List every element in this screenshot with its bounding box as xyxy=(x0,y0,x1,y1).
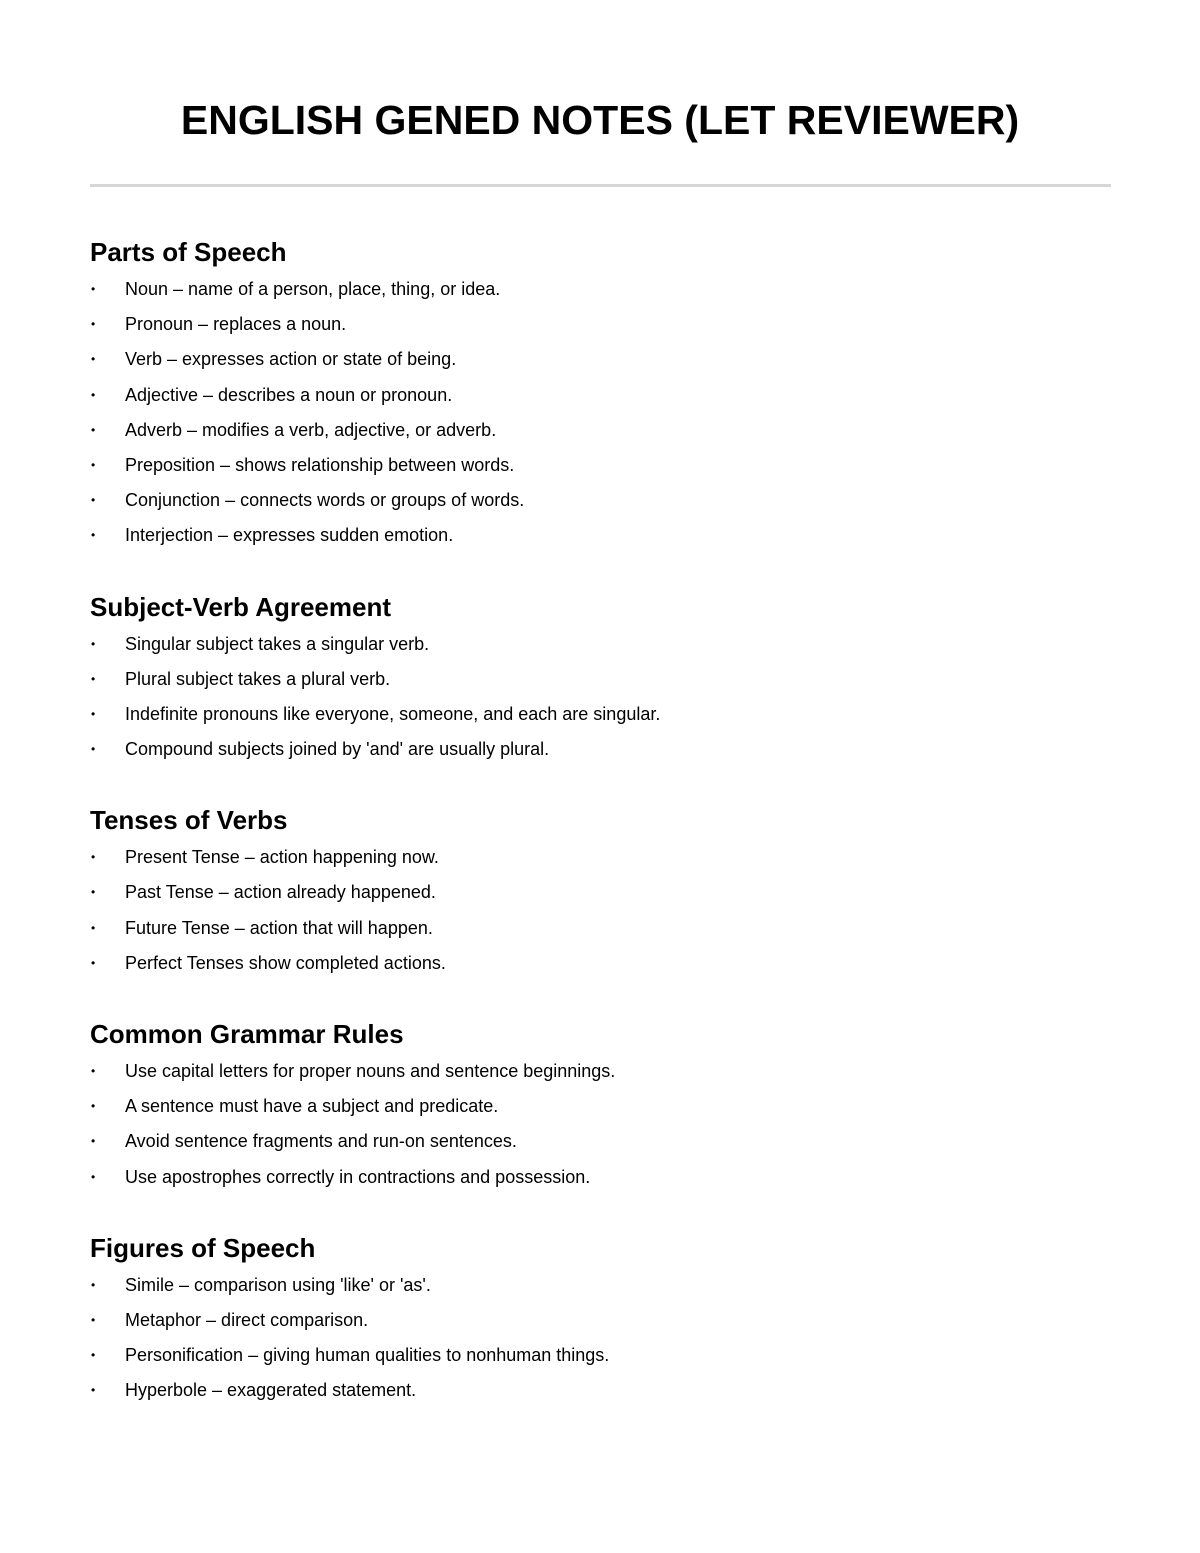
bullet-icon: • xyxy=(91,422,96,437)
bullet-icon: • xyxy=(91,1383,96,1398)
list-item xyxy=(90,1268,1110,1303)
section-common-grammar-rules xyxy=(90,1015,1110,1195)
list-item xyxy=(90,1373,1110,1408)
section-heading: Figures of Speech xyxy=(90,1232,316,1263)
bullet-icon: • xyxy=(91,671,96,686)
list-item-text: Pronoun – replaces a noun. xyxy=(125,314,347,335)
bullet-list xyxy=(90,840,1110,981)
list-item-text: Simile – comparison using 'like' or 'as'. xyxy=(125,1274,431,1295)
list-item-text: Avoid sentence fragments and run-on sentences. xyxy=(125,1131,517,1152)
list-item-text: Adjective – describes a noun or pronoun. xyxy=(125,384,453,405)
document-title: ENGLISH GENED NOTES (LET REVIEWER) xyxy=(180,97,1020,143)
list-item-text: Interjection – expresses sudden emotion. xyxy=(125,525,454,546)
list-item-text: Preposition – shows relationship between words. xyxy=(125,454,515,475)
section-parts-of-speech xyxy=(90,233,1110,554)
list-item xyxy=(90,413,1110,448)
bullet-icon: • xyxy=(91,1134,96,1149)
list-item xyxy=(90,946,1110,981)
list-item-text: Use capital letters for proper nouns and sentence beginnings. xyxy=(125,1061,616,1081)
bullet-icon: • xyxy=(91,1348,96,1363)
list-item-text: Indefinite pronouns like everyone, someone, and each are singular. xyxy=(125,703,661,724)
bullet-list xyxy=(90,627,1110,768)
section-figures-of-speech xyxy=(90,1229,1110,1409)
bullet-icon: • xyxy=(91,1064,96,1078)
bullet-icon: • xyxy=(91,920,96,935)
list-item xyxy=(90,483,1110,518)
bullet-icon: • xyxy=(91,1169,96,1184)
list-item xyxy=(90,307,1110,342)
list-item xyxy=(90,627,1110,662)
list-item-text: Plural subject takes a plural verb. xyxy=(125,668,391,689)
list-item xyxy=(90,1160,1110,1195)
list-item xyxy=(90,911,1110,946)
list-item-text: Future Tense – action that will happen. xyxy=(125,917,433,938)
bullet-icon: • xyxy=(91,636,96,651)
list-item xyxy=(90,662,1110,697)
bullet-icon: • xyxy=(91,1099,96,1114)
bullet-icon: • xyxy=(91,742,96,757)
list-item-text: Adverb – modifies a verb, adjective, or adverb. xyxy=(125,419,497,440)
bullet-list xyxy=(90,272,1110,554)
bullet-icon: • xyxy=(91,352,96,367)
bullet-icon: • xyxy=(91,457,96,472)
list-item-text: Present Tense – action happening now. xyxy=(125,847,439,868)
list-item-text: Compound subjects joined by 'and' are usually plural. xyxy=(125,739,550,760)
section-tenses-of-verbs xyxy=(90,801,1110,981)
bullet-list xyxy=(90,1054,1110,1195)
section-heading: Tenses of Verbs xyxy=(90,805,288,836)
bullet-icon: • xyxy=(91,387,96,402)
bullet-icon: • xyxy=(91,317,96,332)
list-item-text: Noun – name of a person, place, thing, or idea. xyxy=(125,279,501,299)
bullet-icon: • xyxy=(91,955,96,970)
list-item-text: Metaphor – direct comparison. xyxy=(125,1309,369,1330)
title-divider xyxy=(90,184,1111,187)
list-item-text: Conjunction – connects words or groups of words. xyxy=(125,490,525,511)
section-heading: Subject-Verb Agreement xyxy=(90,591,392,622)
list-item xyxy=(90,272,1110,307)
list-item-text: A sentence must have a subject and predicate. xyxy=(125,1096,499,1117)
bullet-icon: • xyxy=(91,493,96,508)
list-item xyxy=(90,518,1110,553)
list-item-text: Perfect Tenses show completed actions. xyxy=(125,952,446,973)
list-item xyxy=(90,875,1110,910)
bullet-icon: • xyxy=(91,282,96,296)
list-item xyxy=(90,1124,1110,1159)
bullet-icon: • xyxy=(91,1277,96,1292)
list-item xyxy=(90,1303,1110,1338)
list-item xyxy=(90,1089,1110,1124)
list-item-text: Personification – giving human qualities to nonhuman things. xyxy=(125,1345,610,1366)
list-item-text: Past Tense – action already happened. xyxy=(125,882,436,903)
bullet-icon: • xyxy=(91,1312,96,1327)
list-item xyxy=(90,1338,1110,1373)
list-item xyxy=(90,732,1110,767)
list-item xyxy=(90,697,1110,732)
sections-container xyxy=(90,233,1110,1443)
bullet-list xyxy=(90,1268,1110,1409)
list-item xyxy=(90,448,1110,483)
list-item-text: Hyperbole – exaggerated statement. xyxy=(125,1380,417,1401)
list-item-text: Verb – expresses action or state of being. xyxy=(125,349,457,370)
list-item-text: Singular subject takes a singular verb. xyxy=(125,633,430,654)
list-item-text: Use apostrophes correctly in contractions and possession. xyxy=(125,1166,591,1187)
list-item xyxy=(90,378,1110,413)
section-heading: Parts of Speech xyxy=(90,237,287,267)
list-item xyxy=(90,342,1110,377)
list-item xyxy=(90,840,1110,875)
bullet-icon: • xyxy=(91,706,96,721)
section-heading: Common Grammar Rules xyxy=(90,1019,404,1049)
section-subject-verb-agreement xyxy=(90,588,1110,768)
list-item xyxy=(90,1054,1110,1089)
bullet-icon: • xyxy=(91,885,96,900)
bullet-icon: • xyxy=(91,850,96,865)
bullet-icon: • xyxy=(91,528,96,543)
